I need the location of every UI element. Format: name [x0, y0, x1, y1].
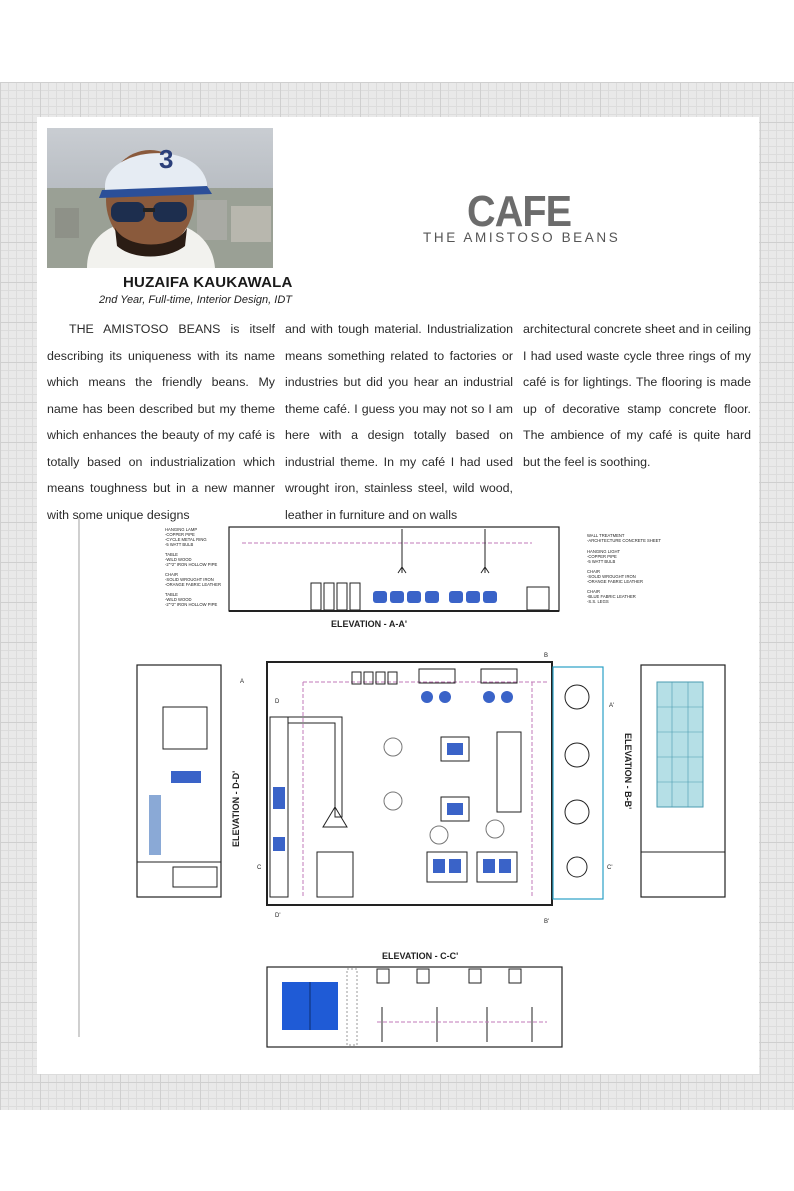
elevation-dd-label: ELEVATION - D-D': [231, 770, 241, 847]
svg-text:HANGING LIGHT: HANGING LIGHT: [587, 549, 621, 554]
svg-text:-BLUE FABRIC LEATHER: -BLUE FABRIC LEATHER: [587, 594, 636, 599]
svg-text:HANGING LAMP: HANGING LAMP: [165, 527, 198, 532]
body-column-3: architectural concrete sheet and in ceiling I had used waste cycle three rings of my café is for lightings. The flooring is made up of decorative stamp concrete floor. The ambience of my café is quite hard but the feel is soothing.: [523, 322, 751, 469]
svg-text:A: A: [240, 679, 245, 685]
svg-text:TABLE: TABLE: [165, 552, 178, 557]
svg-text:B: B: [544, 653, 549, 659]
elevation-cc: [267, 951, 562, 1047]
svg-text:-WILD WOOD: -WILD WOOD: [165, 557, 192, 562]
svg-text:-SOLID WROUGHT IRON: -SOLID WROUGHT IRON: [587, 574, 636, 579]
elevation-cc-label: ELEVATION - C-C': [382, 951, 459, 961]
svg-text:-5 WATT BULB: -5 WATT BULB: [587, 559, 616, 564]
author-photo: [47, 128, 273, 268]
svg-text:-COPPER PIPE: -COPPER PIPE: [587, 554, 617, 559]
notes-left: [165, 527, 221, 607]
svg-text:-WILD WOOD: -WILD WOOD: [165, 597, 192, 602]
svg-text:C: C: [257, 865, 262, 871]
svg-text:D': D': [275, 913, 281, 919]
svg-text:CHAIR: CHAIR: [587, 589, 601, 594]
elevation-bb: [623, 665, 725, 897]
svg-text:-CYCLE METAL RING: -CYCLE METAL RING: [165, 537, 207, 542]
author-name: HUZAIFA KAUKAWALA: [123, 274, 293, 291]
body-column-1: THE AMISTOSO BEANS is itself describing its uniqueness with its name which means the friendly beans. My name has been described but my theme which enhances the beauty of my café is totally based on industrialization which means toughness but in a new manner with some unique designs: [47, 322, 275, 522]
floor-plan: [240, 653, 614, 925]
svg-text:D: D: [275, 699, 280, 705]
elevation-aa-label: ELEVATION - A-A': [331, 619, 407, 629]
author-meta: 2nd Year, Full-time, Interior Design, IDT: [99, 294, 292, 306]
article-sheet: [37, 117, 759, 1074]
svg-text:-2"*2" IRON HOLLOW PIPE: -2"*2" IRON HOLLOW PIPE: [165, 602, 218, 607]
project-title: CAFE: [467, 187, 572, 236]
svg-text:3: 3: [159, 144, 174, 174]
author-portrait-image: [47, 128, 273, 268]
svg-text:-ARCHITECTURE CONCRETE SHEET: -ARCHITECTURE CONCRETE SHEET: [587, 538, 661, 543]
svg-text:B': B': [544, 919, 550, 925]
svg-text:CHAIR: CHAIR: [587, 569, 601, 574]
notes-right: [587, 533, 661, 604]
svg-text:A': A': [609, 703, 615, 709]
elevation-dd: [137, 665, 241, 897]
svg-text:WALL TREATMENT: WALL TREATMENT: [587, 533, 625, 538]
svg-text:TABLE: TABLE: [165, 592, 178, 597]
svg-text:-2"*2" IRON HOLLOW PIPE: -2"*2" IRON HOLLOW PIPE: [165, 562, 218, 567]
cafe-floor-plan-drawing: [77, 507, 757, 1067]
svg-text:-ORANGE FABRIC LEATHER: -ORANGE FABRIC LEATHER: [165, 582, 221, 587]
elevation-bb-label: ELEVATION - B-B': [623, 733, 633, 810]
svg-text:-SOLID WROUGHT IRON: -SOLID WROUGHT IRON: [165, 577, 214, 582]
svg-text:-S.S. LEGS: -S.S. LEGS: [587, 599, 609, 604]
project-subtitle: THE AMISTOSO BEANS: [423, 230, 621, 245]
svg-text:-COPPER PIPE: -COPPER PIPE: [165, 532, 195, 537]
svg-text:-ORANGE FABRIC LEATHER: -ORANGE FABRIC LEATHER: [587, 579, 643, 584]
svg-text:CHAIR: CHAIR: [165, 572, 179, 577]
svg-text:-5 WATT BULB: -5 WATT BULB: [165, 542, 194, 547]
elevation-aa: [229, 527, 559, 629]
body-column-2: and with tough material. Industrialization means something related to factories or industries but did you hear an industrial theme café. I guess you may not so I am here with a design totally based on industrial theme. In my café I had used wrought iron, stainless steel, wild wood, leather in furniture and on walls: [285, 322, 513, 522]
svg-text:C': C': [607, 865, 613, 871]
